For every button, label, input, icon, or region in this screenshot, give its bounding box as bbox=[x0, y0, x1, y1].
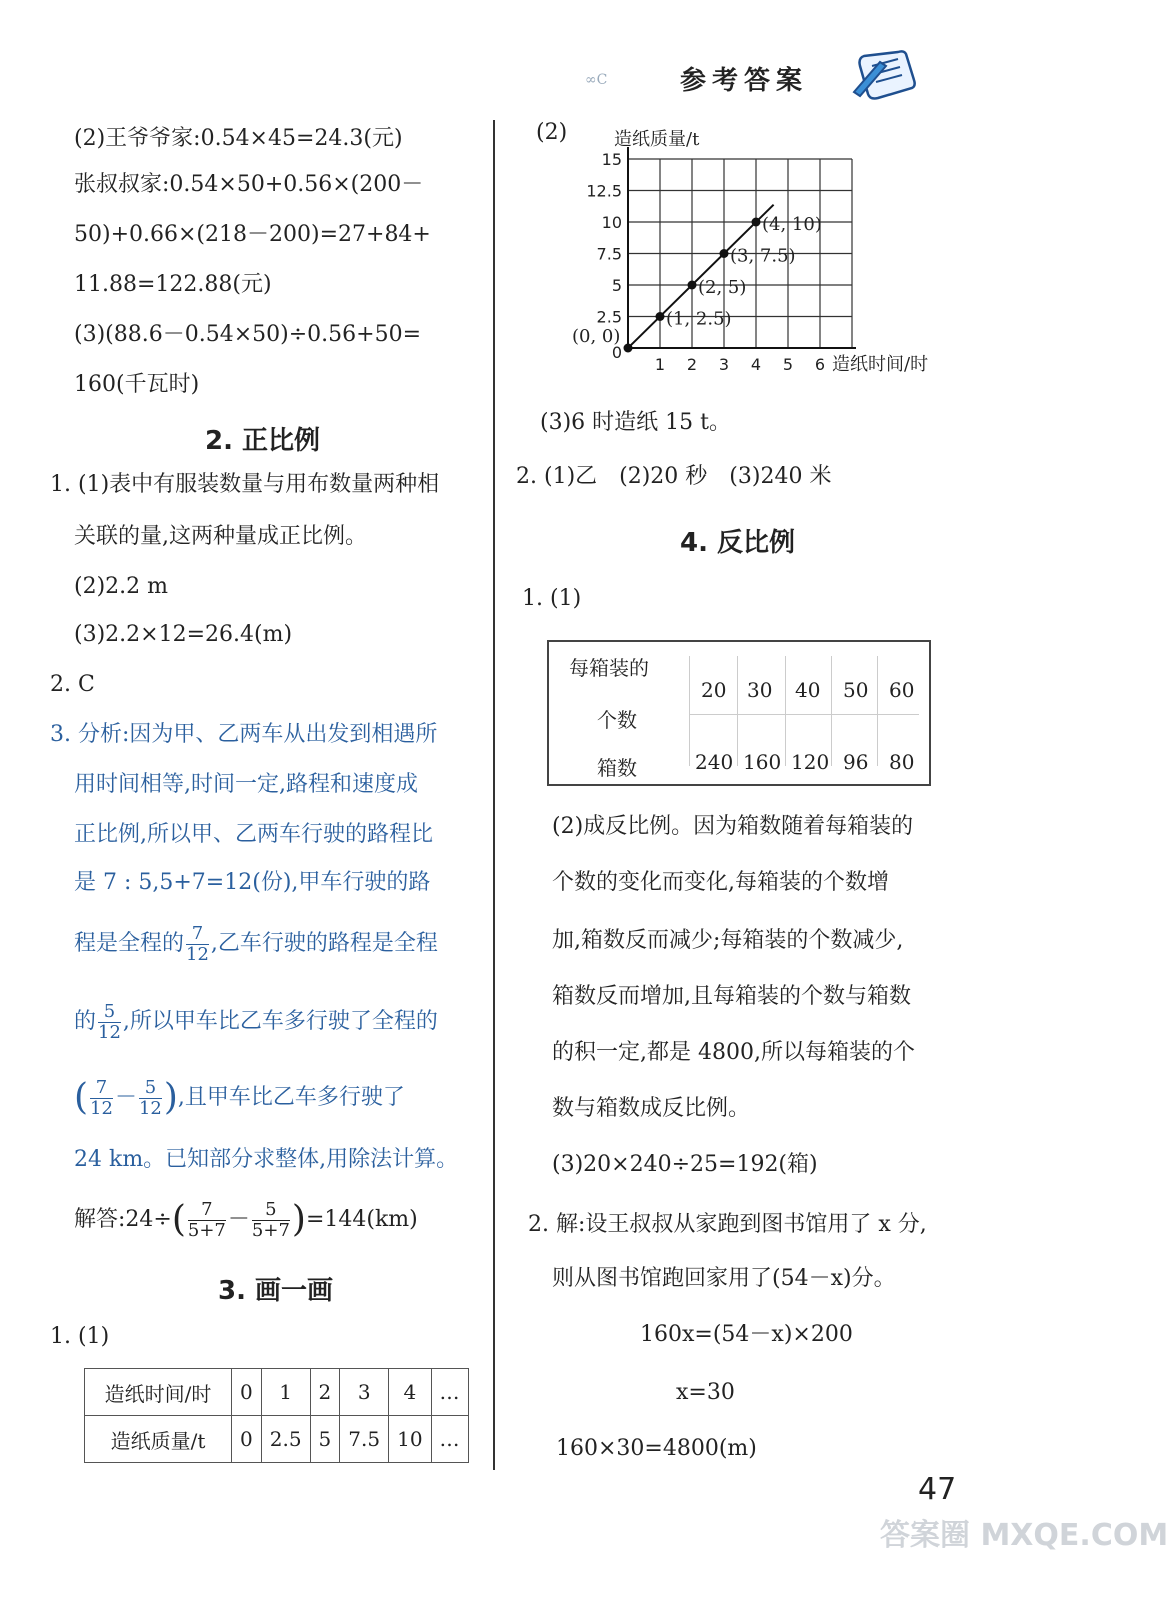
fraction-numerator: 5 bbox=[252, 1200, 290, 1221]
text-line: 加,箱数反而减少;每箱装的个数减少, bbox=[552, 928, 904, 953]
fraction bbox=[98, 1002, 121, 1043]
data-label: (0, 0) bbox=[572, 326, 621, 347]
fraction-numerator: 7 bbox=[90, 1078, 113, 1099]
table-cell: 30 bbox=[747, 678, 773, 702]
y-tick-label: 2.5 bbox=[596, 307, 622, 327]
y-tick-label: 12.5 bbox=[586, 181, 622, 201]
y-tick-label: 7.5 bbox=[596, 244, 622, 264]
text-line: 2. 解:设王叔叔从家跑到图书馆用了 x 分, bbox=[528, 1212, 927, 1237]
table-header: 箱数 bbox=[597, 756, 637, 780]
fraction bbox=[139, 1078, 162, 1119]
column-separator bbox=[737, 656, 738, 766]
text-line: 2. (1)乙 (2)20 秒 (3)240 米 bbox=[516, 464, 832, 489]
fraction-denominator: 12 bbox=[186, 943, 209, 965]
table-header: 每箱装的 bbox=[569, 656, 649, 680]
text-line: (2)王爷爷家:0.54×45=24.3(元) bbox=[74, 126, 403, 151]
text-line: 箱数反而增加,且每箱装的个数与箱数 bbox=[552, 984, 911, 1009]
table-cell: 80 bbox=[889, 750, 915, 774]
table-cell: 造纸时间/时 bbox=[85, 1369, 232, 1416]
x-tick-label: 1 bbox=[654, 355, 666, 374]
text-line: 160x=(54－x)×200 bbox=[640, 1322, 853, 1347]
table-cell: 20 bbox=[701, 678, 727, 702]
table-cell: 10 bbox=[389, 1416, 431, 1463]
data-point bbox=[688, 281, 697, 290]
analysis-line: ( $\frac{7}{12}$ － $\frac{5}{12}$ ),且甲车比乙车多行驶了 bbox=[74, 1076, 405, 1119]
line-chart bbox=[520, 112, 980, 382]
column-separator bbox=[689, 656, 690, 766]
table-cell: 240 bbox=[695, 750, 734, 774]
table-cell: 5 bbox=[310, 1416, 340, 1463]
text-line: 1. (1) bbox=[522, 586, 582, 611]
text-line: 张叔叔家:0.54×50+0.56×(200－ bbox=[74, 172, 424, 197]
text-run: ,且甲车比乙车多行驶了 bbox=[177, 1085, 405, 1110]
row-separator bbox=[689, 714, 919, 715]
text-line: x=30 bbox=[676, 1380, 735, 1405]
table-cell: 60 bbox=[889, 678, 915, 702]
text-line: (3)6 时造纸 15 t。 bbox=[540, 410, 731, 435]
table-header: 个数 bbox=[597, 708, 637, 732]
x-tick-label: 3 bbox=[718, 355, 730, 374]
text-line: (2)成反比例。因为箱数随着每箱装的 bbox=[552, 814, 914, 839]
text-line: 1. (1) bbox=[50, 1324, 110, 1349]
analysis-line: 是 7 : 5,5+7=12(份),甲车行驶的路 bbox=[74, 870, 431, 895]
section-title: 2. 正比例 bbox=[205, 426, 321, 456]
table-cell: 3 bbox=[340, 1369, 389, 1416]
section-title: 4. 反比例 bbox=[680, 528, 796, 558]
text-line: 2. C bbox=[50, 672, 95, 697]
column-separator bbox=[831, 656, 832, 766]
table-cell: 2.5 bbox=[261, 1416, 310, 1463]
data-point bbox=[720, 249, 729, 258]
minus-sign: － bbox=[114, 1085, 137, 1110]
text-run: =144(km) bbox=[305, 1207, 418, 1232]
table-cell: … bbox=[431, 1416, 468, 1463]
text-line: 个数的变化而变化,每箱装的个数增 bbox=[552, 870, 889, 895]
text-run: ,乙车行驶的路程是全程 bbox=[210, 931, 438, 956]
time-mass-table bbox=[84, 1368, 469, 1463]
y-tick-label: 10 bbox=[601, 213, 622, 232]
text-line: 1. (1)表中有服装数量与用布数量两种相 bbox=[50, 472, 440, 497]
analysis-line bbox=[74, 1000, 438, 1044]
text-line: (3)(88.6－0.54×50)÷0.56+50= bbox=[74, 322, 422, 347]
x-tick-label: 4 bbox=[750, 355, 762, 374]
header-deco: ∞C bbox=[585, 72, 608, 88]
section-title: 3. 画一画 bbox=[218, 1276, 334, 1306]
minus-sign: － bbox=[227, 1207, 250, 1232]
table-cell: 7.5 bbox=[340, 1416, 389, 1463]
table-cell: 50 bbox=[843, 678, 869, 702]
table-row bbox=[85, 1416, 469, 1463]
text-line: 的积一定,都是 4800,所以每箱装的个 bbox=[552, 1040, 915, 1065]
table-cell: 160 bbox=[743, 750, 782, 774]
table-cell: 40 bbox=[795, 678, 821, 702]
data-point bbox=[656, 312, 665, 321]
column-divider bbox=[493, 120, 495, 1470]
box-count-table bbox=[547, 640, 931, 786]
x-tick-label: 2 bbox=[686, 355, 698, 374]
fraction bbox=[252, 1200, 290, 1241]
fraction-denominator: 5+7 bbox=[187, 1219, 226, 1241]
x-axis-label: 造纸时间/时 bbox=[832, 354, 929, 375]
x-tick-label: 5 bbox=[782, 355, 794, 374]
table-cell: … bbox=[431, 1369, 468, 1416]
analysis-line: 正比例,所以甲、乙两车行驶的路程比 bbox=[74, 822, 433, 847]
table-row bbox=[85, 1369, 469, 1416]
fraction-denominator: 12 bbox=[90, 1097, 113, 1119]
table-cell: 4 bbox=[389, 1369, 431, 1416]
analysis-line: 24 km。已知部分求整体,用除法计算。 bbox=[74, 1147, 459, 1172]
fraction bbox=[186, 924, 209, 965]
table-cell: 96 bbox=[843, 750, 869, 774]
table-cell: 120 bbox=[791, 750, 830, 774]
column-separator bbox=[785, 656, 786, 766]
fraction-numerator: 5 bbox=[139, 1078, 162, 1099]
fraction-denominator: 12 bbox=[98, 1021, 121, 1043]
data-point bbox=[624, 344, 633, 353]
text-run: ,所以甲车比乙车多行驶了全程的 bbox=[122, 1009, 438, 1034]
table-cell: 2 bbox=[310, 1369, 340, 1416]
text-line: (3)2.2×12=26.4(m) bbox=[74, 622, 293, 647]
text-run: 解答:24÷ bbox=[74, 1207, 172, 1232]
text-line: (2) bbox=[536, 120, 568, 145]
y-tick-label: 15 bbox=[601, 150, 622, 169]
text-line: 数与箱数成反比例。 bbox=[552, 1096, 751, 1121]
text-line: 则从图书馆跑回家用了(54－x)分。 bbox=[552, 1266, 896, 1291]
scroll-pen-icon bbox=[850, 48, 920, 102]
page-header-title: 参考答案 bbox=[680, 66, 809, 96]
table-cell: 0 bbox=[232, 1369, 262, 1416]
answer-line: 解答:24÷( $\frac{7}{5+7}$ － $\frac{5}{5+7}$ )=144(km) bbox=[74, 1198, 418, 1241]
data-label: (1, 2.5) bbox=[666, 308, 732, 330]
text-line: 11.88=122.88(元) bbox=[74, 272, 272, 297]
table-cell: 造纸质量/t bbox=[85, 1416, 232, 1463]
text-line: 50)+0.66×(218－200)=27+84+ bbox=[74, 222, 431, 247]
text-line: 160(千瓦时) bbox=[74, 372, 200, 397]
analysis-line: 3. 分析:因为甲、乙两车从出发到相遇所 bbox=[50, 722, 438, 747]
data-label: (3, 7.5) bbox=[730, 245, 796, 267]
column-separator bbox=[877, 656, 878, 766]
origin-label: 0 bbox=[611, 343, 622, 362]
watermark-logo: 答案圈 MXQE.COM bbox=[880, 1518, 1168, 1553]
fraction bbox=[188, 1200, 226, 1241]
table-cell: 0 bbox=[232, 1416, 262, 1463]
table-cell: 1 bbox=[261, 1369, 310, 1416]
y-tick-label: 5 bbox=[611, 276, 622, 295]
text-line: (3)20×240÷25=192(箱) bbox=[552, 1152, 818, 1177]
data-label: (2, 5) bbox=[698, 277, 747, 298]
fraction-numerator: 5 bbox=[98, 1002, 121, 1023]
text-line: 关联的量,这两种量成正比例。 bbox=[74, 524, 367, 549]
analysis-line bbox=[74, 922, 438, 966]
fraction-denominator: 5+7 bbox=[251, 1219, 290, 1241]
analysis-line: 用时间相等,时间一定,路程和速度成 bbox=[74, 772, 418, 797]
text-run: 程是全程的 bbox=[74, 931, 185, 956]
text-line: (2)2.2 m bbox=[74, 574, 169, 599]
text-line: 160×30=4800(m) bbox=[556, 1436, 757, 1461]
fraction-numerator: 7 bbox=[186, 924, 209, 945]
fraction-numerator: 7 bbox=[188, 1200, 226, 1221]
data-point bbox=[752, 218, 761, 227]
fraction bbox=[90, 1078, 113, 1119]
x-tick-label: 6 bbox=[814, 355, 826, 374]
text-run: 的 bbox=[74, 1009, 97, 1034]
fraction-denominator: 12 bbox=[138, 1097, 162, 1119]
data-label: (4, 10) bbox=[762, 214, 822, 235]
page-number: 47 bbox=[918, 1472, 957, 1507]
y-axis-label: 造纸质量/t bbox=[614, 129, 700, 150]
